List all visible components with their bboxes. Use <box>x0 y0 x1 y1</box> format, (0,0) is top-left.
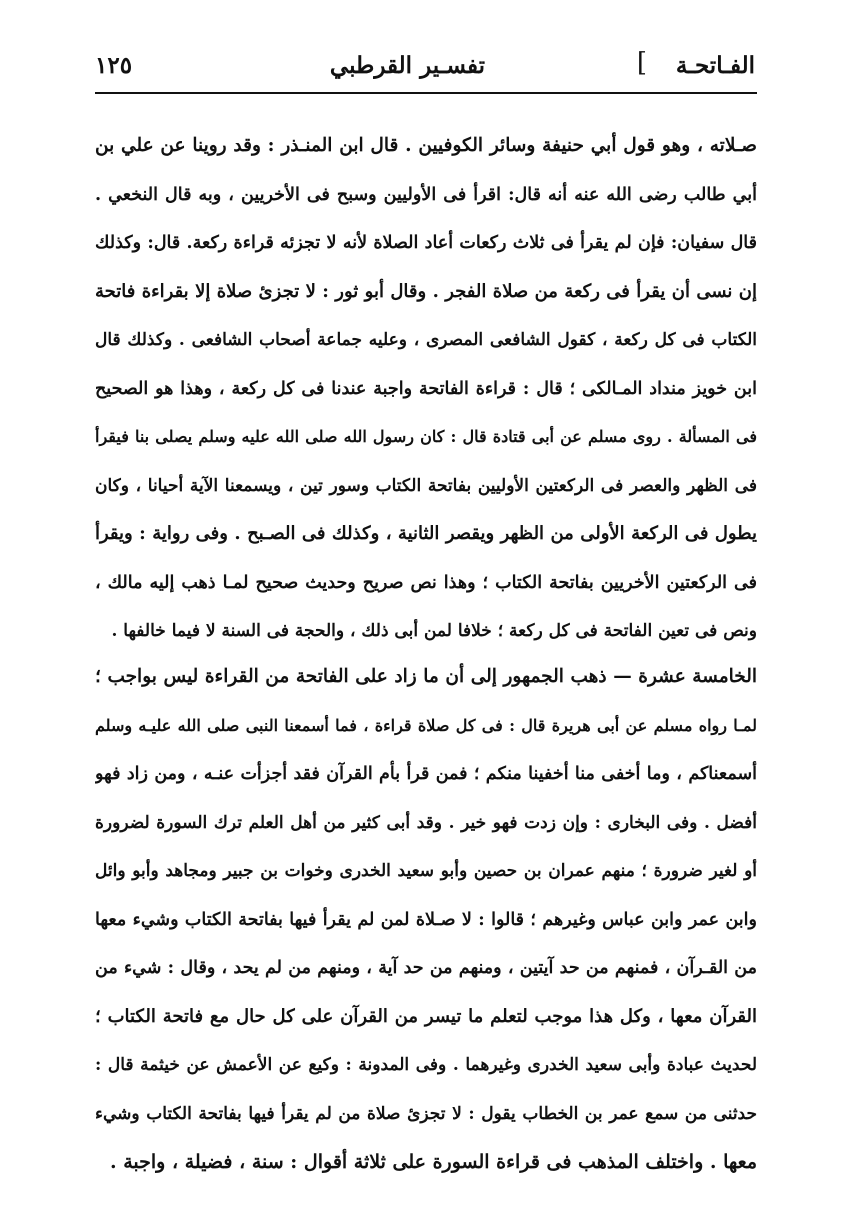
text-line: صـلاته ، وهو قول أبي حنيفة وسائر الكوفيين . قال ابن المنـذر : وقد روينا عن علي بن <box>95 135 757 156</box>
text-line: الكتاب فى كل ركعة ، كقول الشافعى المصرى ، وعليه جماعة أصحاب الشافعى . وكذلك قال <box>95 330 757 350</box>
paragraph-2 <box>95 653 757 1187</box>
text-line: معها . واختلف المذهب فى قراءة السورة على ثلاثة أقوال : سنة ، فضيلة ، واجبة . <box>110 1151 757 1173</box>
text-line: من القـرآن ، فمنهم من حد آيتين ، ومنهم من حد آية ، ومنهم من لم يحد ، وقال : شيء من <box>95 958 757 978</box>
text-line: فى الركعتين الأخريين بفاتحة الكتاب ؛ وهذا نص صريح وحديث صحيح لمـا ذهب إليه مالك ، <box>95 572 757 593</box>
paragraph-1 <box>95 122 757 656</box>
page-number: ١٢٥ <box>95 52 133 79</box>
header-bracket: ] <box>636 48 647 78</box>
text-line: لمـا رواه مسلم عن أبى هريرة قال : فى كل صلاة قراءة ، فما أسمعنا النبى صلى الله عليـه وسلم <box>95 715 757 735</box>
running-header <box>95 48 755 88</box>
chapter-name: الفـاتحـة <box>675 52 755 79</box>
text-line: أبي طالب رضى الله عنه أنه قال: اقرأ فى الأوليين وسبح فى الأخريين ، وبه قال النخعي . <box>95 184 757 205</box>
text-line: أو لغير ضرورة ؛ منهم عمران بن حصين وأبو سعيد الخدرى وخوات بن جبير ومجاهد وأبو وائل <box>95 861 757 881</box>
text-line: أسمعناكم ، وما أخفى منا أخفينا منكم ؛ فمن قرأ بأم القرآن فقد أجزأت عنـه ، ومن زاد فهو <box>95 764 757 784</box>
text-line: إن نسى أن يقرأ فى ركعة من صلاة الفجر . وقال أبو ثور : لا تجزئ صلاة إلا بقراءة فاتحة <box>95 280 757 302</box>
text-line: ونص فى تعين الفاتحة فى كل ركعة ؛ خلافا لمن أبى ذلك ، والحجة فى السنة لا فيما خالفها . <box>111 621 757 641</box>
text-line: القرآن معها ، وكل هذا موجب لتعلم ما تيسر من القرآن على كل حال مع فاتحة الكتاب ؛ <box>95 1005 757 1027</box>
text-line: قال سفيان: فإن لم يقرأ فى ثلاث ركعات أعاد الصلاة لأنه لا تجزئه قراءة ركعة. قال: وكذلك <box>95 233 757 253</box>
text-line: يطول فى الركعة الأولى من الظهر ويقصر الثانية ، وكذلك فى الصـبح . وفى رواية : ويقرأ <box>95 523 757 544</box>
header-rule <box>95 92 757 94</box>
book-title: تفسـير القرطبي <box>329 52 485 79</box>
text-line: وابن عمر وابن عباس وغيرهم ؛ قالوا : لا صـلاة لمن لم يقرأ فيها بفاتحة الكتاب وشيء معها <box>95 909 757 930</box>
text-line: ابن خويز منداد المـالكى ؛ قال : قراءة الفاتحة واجبة عندنا فى كل ركعة ، وهذا هو الصحيح <box>95 378 757 399</box>
text-line: فى المسألة . روى مسلم عن أبى قتادة قال : كان رسول الله صلى الله عليه وسلم يصلى بنا فيقرأ <box>95 427 757 446</box>
text-line: أفضل . وفى البخارى : وإن زدت فهو خير . وقد أبى كثير من أهل العلم ترك السورة لضرورة <box>95 812 757 833</box>
text-line: لحديث عبادة وأبى سعيد الخدرى وغيرهما . وفى المدونة : وكيع عن الأعمش عن خيثمة قال : <box>95 1055 757 1075</box>
text-line: حدثنى من سمع عمر بن الخطاب يقول : لا تجزئ صلاة من لم يقرأ فيها بفاتحة الكتاب وشيء <box>95 1103 757 1124</box>
text-line: فى الظهر والعصر فى الركعتين الأوليين بفاتحة الكتاب وسور تين ، ويسمعنا الآية أحيانا ، وكان <box>95 475 757 496</box>
text-line: الخامسة عشرة — ذهب الجمهور إلى أن ما زاد على الفاتحة من القراءة ليس بواجب ؛ <box>95 666 757 687</box>
